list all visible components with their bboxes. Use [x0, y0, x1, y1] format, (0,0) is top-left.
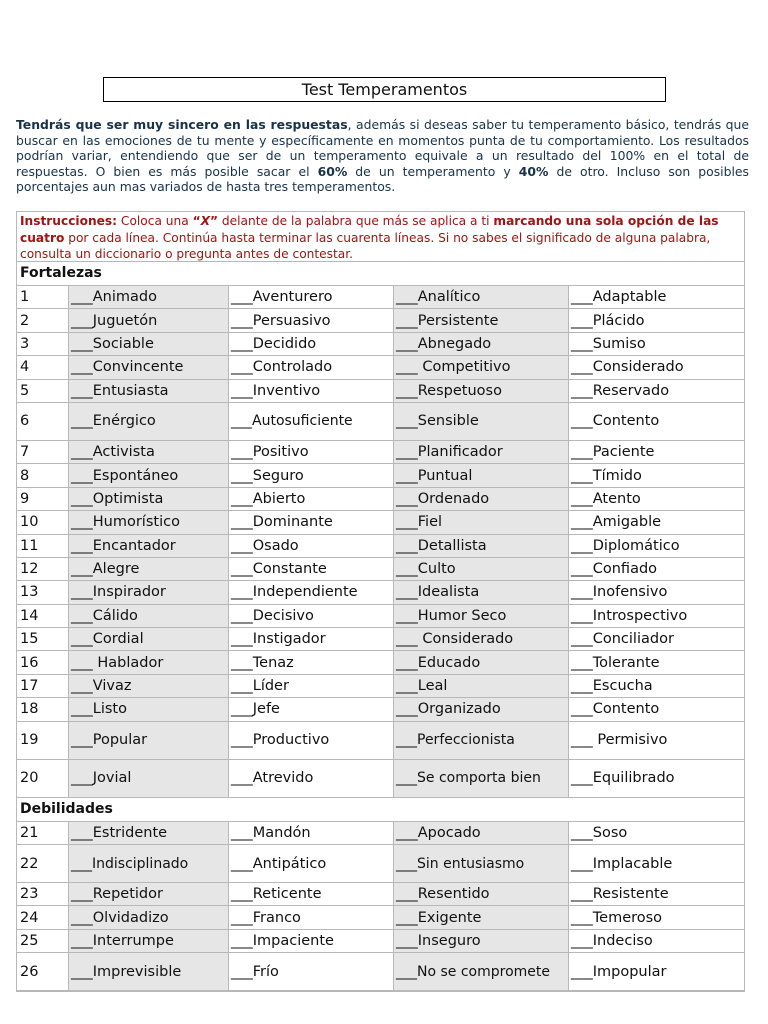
option-cell[interactable]: ___ Considerado — [394, 628, 569, 651]
option-cell[interactable]: ___Imprevisible — [69, 953, 229, 991]
option-cell[interactable]: ___Impopular — [569, 953, 745, 991]
intro-text-c: de otro. Incluso son posibles porcentajes aun mas variados de hasta tres temperamentos. — [16, 163, 749, 195]
option-cell[interactable]: ___Decisivo — [229, 604, 394, 627]
option-cell[interactable]: ___Apocado — [394, 822, 569, 845]
section-heading: Debilidades — [17, 798, 744, 822]
word-table — [17, 286, 744, 798]
option-cell[interactable]: ___Implacable — [569, 845, 745, 883]
option-cell[interactable]: ___Abierto — [229, 487, 394, 510]
option-cell[interactable]: ___Decidido — [229, 332, 394, 355]
option-cell[interactable]: ___Jovial — [69, 759, 229, 797]
table-row — [17, 604, 744, 627]
option-cell[interactable]: ___Animado — [69, 286, 229, 309]
row-number: 19 — [17, 721, 69, 759]
table-row — [17, 721, 744, 759]
option-cell[interactable]: ___Frío — [229, 953, 394, 991]
option-cell[interactable]: ___Estridente — [69, 822, 229, 845]
table-row — [17, 581, 744, 604]
intro-paragraph — [16, 117, 749, 195]
table-row — [17, 557, 744, 580]
option-cell[interactable]: ___Alegre — [69, 557, 229, 580]
option-cell[interactable]: ___Aventurero — [229, 286, 394, 309]
option-cell[interactable]: ___Introspectivo — [569, 604, 745, 627]
option-cell[interactable]: ___Franco — [229, 906, 394, 929]
intro-bold-40: 40% — [518, 163, 549, 179]
instructions-box — [17, 212, 744, 262]
row-number: 13 — [17, 581, 69, 604]
option-cell[interactable]: ___Soso — [569, 822, 745, 845]
option-cell[interactable]: ___Instigador — [229, 628, 394, 651]
option-cell[interactable]: ___Líder — [229, 674, 394, 697]
option-cell[interactable]: ___Atrevido — [229, 759, 394, 797]
option-cell[interactable]: ___Tenaz — [229, 651, 394, 674]
option-cell[interactable]: ___Enérgico — [69, 402, 229, 440]
option-cell[interactable]: ___Humorístico — [69, 511, 229, 534]
option-cell[interactable]: ___Diplomático — [569, 534, 745, 557]
option-cell[interactable]: ___Resistente — [569, 883, 745, 906]
option-cell[interactable]: ___Inseguro — [394, 929, 569, 952]
instructions-quote-close: ” — [210, 214, 219, 228]
option-cell[interactable]: ___Optimista — [69, 487, 229, 510]
table-row — [17, 906, 744, 929]
option-cell[interactable]: ___Leal — [394, 674, 569, 697]
option-cell[interactable]: ___Sociable — [69, 332, 229, 355]
option-cell[interactable]: ___Juguetón — [69, 309, 229, 332]
row-number: 21 — [17, 822, 69, 845]
table-row — [17, 534, 744, 557]
option-cell[interactable]: ___Autosuficiente — [229, 402, 394, 440]
instructions-x-mark: X — [200, 214, 211, 228]
option-cell[interactable]: ___Se comporta bien — [394, 759, 569, 797]
row-number: 25 — [17, 929, 69, 952]
row-number: 26 — [17, 953, 69, 991]
option-cell[interactable]: ___Jefe — [229, 698, 394, 721]
option-cell[interactable]: ___Constante — [229, 557, 394, 580]
option-cell[interactable]: ___Seguro — [229, 464, 394, 487]
intro-bold-lead: Tendrás que ser muy sincero en las respuestas — [16, 117, 348, 132]
option-cell[interactable]: ___Cordial — [69, 628, 229, 651]
row-number: 7 — [17, 440, 69, 463]
option-cell[interactable]: ___Paciente — [569, 440, 745, 463]
instructions-text-c: por cada línea. Continúa hasta terminar las cuarenta líneas. Si no sabes el significado de alguna palabra, consulta un diccionario o pregunta antes de contestar. — [20, 230, 711, 261]
option-cell[interactable]: ___Abnegado — [394, 332, 569, 355]
option-cell[interactable]: ___Persuasivo — [229, 309, 394, 332]
row-number: 4 — [17, 356, 69, 379]
row-number: 6 — [17, 402, 69, 440]
page-title: Test Temperamentos — [103, 77, 666, 102]
table-row — [17, 651, 744, 674]
option-cell[interactable]: ___Interrumpe — [69, 929, 229, 952]
row-number: 14 — [17, 604, 69, 627]
option-cell[interactable]: ___Perfeccionista — [394, 721, 569, 759]
option-cell[interactable]: ___Entusiasta — [69, 379, 229, 402]
option-cell[interactable]: ___Dominante — [229, 511, 394, 534]
row-number: 22 — [17, 845, 69, 883]
row-number: 16 — [17, 651, 69, 674]
intro-bold-60: 60% — [317, 163, 348, 179]
option-cell[interactable]: ___Planificador — [394, 440, 569, 463]
option-cell[interactable]: ___Listo — [69, 698, 229, 721]
table-row — [17, 845, 744, 883]
intro-text-a: , además si deseas saber tu temperamento básico, tendrás que buscar en las emociones de tu mente y específicamente en momentos punta de tu comportamiento. Los resultados podrían variar, entendiendo que ser de un temperamento equivale a un resultado del 100% en el total de respuestas. O bien es más posible sacar el — [16, 117, 749, 179]
option-cell[interactable]: ___Amigable — [569, 511, 745, 534]
option-cell[interactable]: ___Resentido — [394, 883, 569, 906]
row-number: 11 — [17, 534, 69, 557]
row-number: 5 — [17, 379, 69, 402]
option-cell[interactable]: ___Equilibrado — [569, 759, 745, 797]
option-cell[interactable]: ___Antipático — [229, 845, 394, 883]
option-cell[interactable]: ___Mandón — [229, 822, 394, 845]
option-cell[interactable]: ___Popular — [69, 721, 229, 759]
option-cell[interactable]: ___Activista — [69, 440, 229, 463]
instructions-label: Instrucciones: — [20, 214, 118, 228]
option-cell[interactable]: ___Sin entusiasmo — [394, 845, 569, 883]
sections-container — [17, 262, 744, 991]
table-row — [17, 440, 744, 463]
option-cell[interactable]: ___Positivo — [229, 440, 394, 463]
option-cell[interactable]: ___Impaciente — [229, 929, 394, 952]
table-row — [17, 953, 744, 991]
option-cell[interactable]: ___ Competitivo — [394, 356, 569, 379]
instructions-text-b: delante de la palabra que más se aplica a ti — [218, 214, 494, 228]
option-cell[interactable]: ___Adaptable — [569, 286, 745, 309]
option-cell[interactable]: ___Humor Seco — [394, 604, 569, 627]
option-cell[interactable]: ___Productivo — [229, 721, 394, 759]
option-cell[interactable]: ___Osado — [229, 534, 394, 557]
option-cell[interactable]: ___Olvidadizo — [69, 906, 229, 929]
option-cell[interactable]: ___Sensible — [394, 402, 569, 440]
table-row — [17, 698, 744, 721]
option-cell[interactable]: ___Culto — [394, 557, 569, 580]
option-cell[interactable]: ___Tolerante — [569, 651, 745, 674]
intro-text-b: de un temperamento y — [347, 163, 519, 179]
row-number: 9 — [17, 487, 69, 510]
option-cell[interactable]: ___Independiente — [229, 581, 394, 604]
option-cell[interactable]: ___Encantador — [69, 534, 229, 557]
option-cell[interactable]: ___Fiel — [394, 511, 569, 534]
option-cell[interactable]: ___Conciliador — [569, 628, 745, 651]
table-row — [17, 822, 744, 845]
option-cell[interactable]: ___Indisciplinado — [69, 845, 229, 883]
questionnaire-sheet — [16, 211, 745, 992]
option-cell[interactable]: ___Tímido — [569, 464, 745, 487]
instructions-text-a: Coloca una — [117, 214, 193, 228]
option-cell[interactable]: ___Persistente — [394, 309, 569, 332]
option-cell[interactable]: ___Organizado — [394, 698, 569, 721]
option-cell[interactable]: ___Controlado — [229, 356, 394, 379]
option-cell[interactable]: ___Indeciso — [569, 929, 745, 952]
row-number: 23 — [17, 883, 69, 906]
table-row — [17, 379, 744, 402]
option-cell[interactable]: ___Exigente — [394, 906, 569, 929]
table-row — [17, 332, 744, 355]
table-row — [17, 674, 744, 697]
option-cell[interactable]: ___Repetidor — [69, 883, 229, 906]
row-number: 15 — [17, 628, 69, 651]
option-cell[interactable]: ___Reservado — [569, 379, 745, 402]
option-cell[interactable]: ___Ordenado — [394, 487, 569, 510]
option-cell[interactable]: ___Sumiso — [569, 332, 745, 355]
option-cell[interactable]: ___Vivaz — [69, 674, 229, 697]
row-number: 17 — [17, 674, 69, 697]
option-cell[interactable]: ___ Hablador — [69, 651, 229, 674]
option-cell[interactable]: ___Temeroso — [569, 906, 745, 929]
option-cell[interactable]: ___Puntual — [394, 464, 569, 487]
option-cell[interactable]: ___ Permisivo — [569, 721, 745, 759]
row-number: 18 — [17, 698, 69, 721]
option-cell[interactable]: ___Cálido — [69, 604, 229, 627]
option-cell[interactable]: ___Analítico — [394, 286, 569, 309]
row-number: 3 — [17, 332, 69, 355]
word-table — [17, 822, 744, 992]
table-row — [17, 286, 744, 309]
table-row — [17, 402, 744, 440]
option-cell[interactable]: ___Idealista — [394, 581, 569, 604]
table-row — [17, 929, 744, 952]
section-heading: Fortalezas — [17, 262, 744, 286]
row-number: 10 — [17, 511, 69, 534]
option-cell[interactable]: ___Inventivo — [229, 379, 394, 402]
option-cell[interactable]: ___Contento — [569, 698, 745, 721]
table-row — [17, 511, 744, 534]
row-number: 2 — [17, 309, 69, 332]
instructions-quote-open: “ — [192, 214, 201, 228]
table-row — [17, 464, 744, 487]
option-cell[interactable]: ___Escucha — [569, 674, 745, 697]
option-cell[interactable]: ___Plácido — [569, 309, 745, 332]
option-cell[interactable]: ___Educado — [394, 651, 569, 674]
table-row — [17, 883, 744, 906]
instructions-bold-b: marcando una sola opción de las cuatro — [20, 214, 719, 245]
option-cell[interactable]: ___Convincente — [69, 356, 229, 379]
option-cell[interactable]: ___Detallista — [394, 534, 569, 557]
row-number: 1 — [17, 286, 69, 309]
option-cell[interactable]: ___Contento — [569, 402, 745, 440]
option-cell[interactable]: ___No se comprometе — [394, 953, 569, 991]
option-cell[interactable]: ___Confiado — [569, 557, 745, 580]
row-number: 8 — [17, 464, 69, 487]
row-number: 20 — [17, 759, 69, 797]
option-cell[interactable]: ___Inspirador — [69, 581, 229, 604]
table-row — [17, 628, 744, 651]
table-row — [17, 487, 744, 510]
row-number: 12 — [17, 557, 69, 580]
table-row — [17, 356, 744, 379]
option-cell[interactable]: ___Considerado — [569, 356, 745, 379]
option-cell[interactable]: ___Reticente — [229, 883, 394, 906]
option-cell[interactable]: ___Atento — [569, 487, 745, 510]
row-number: 24 — [17, 906, 69, 929]
table-row — [17, 759, 744, 797]
option-cell[interactable]: ___Respetuoso — [394, 379, 569, 402]
option-cell[interactable]: ___Inofensivo — [569, 581, 745, 604]
table-row — [17, 309, 744, 332]
option-cell[interactable]: ___Espontáneo — [69, 464, 229, 487]
